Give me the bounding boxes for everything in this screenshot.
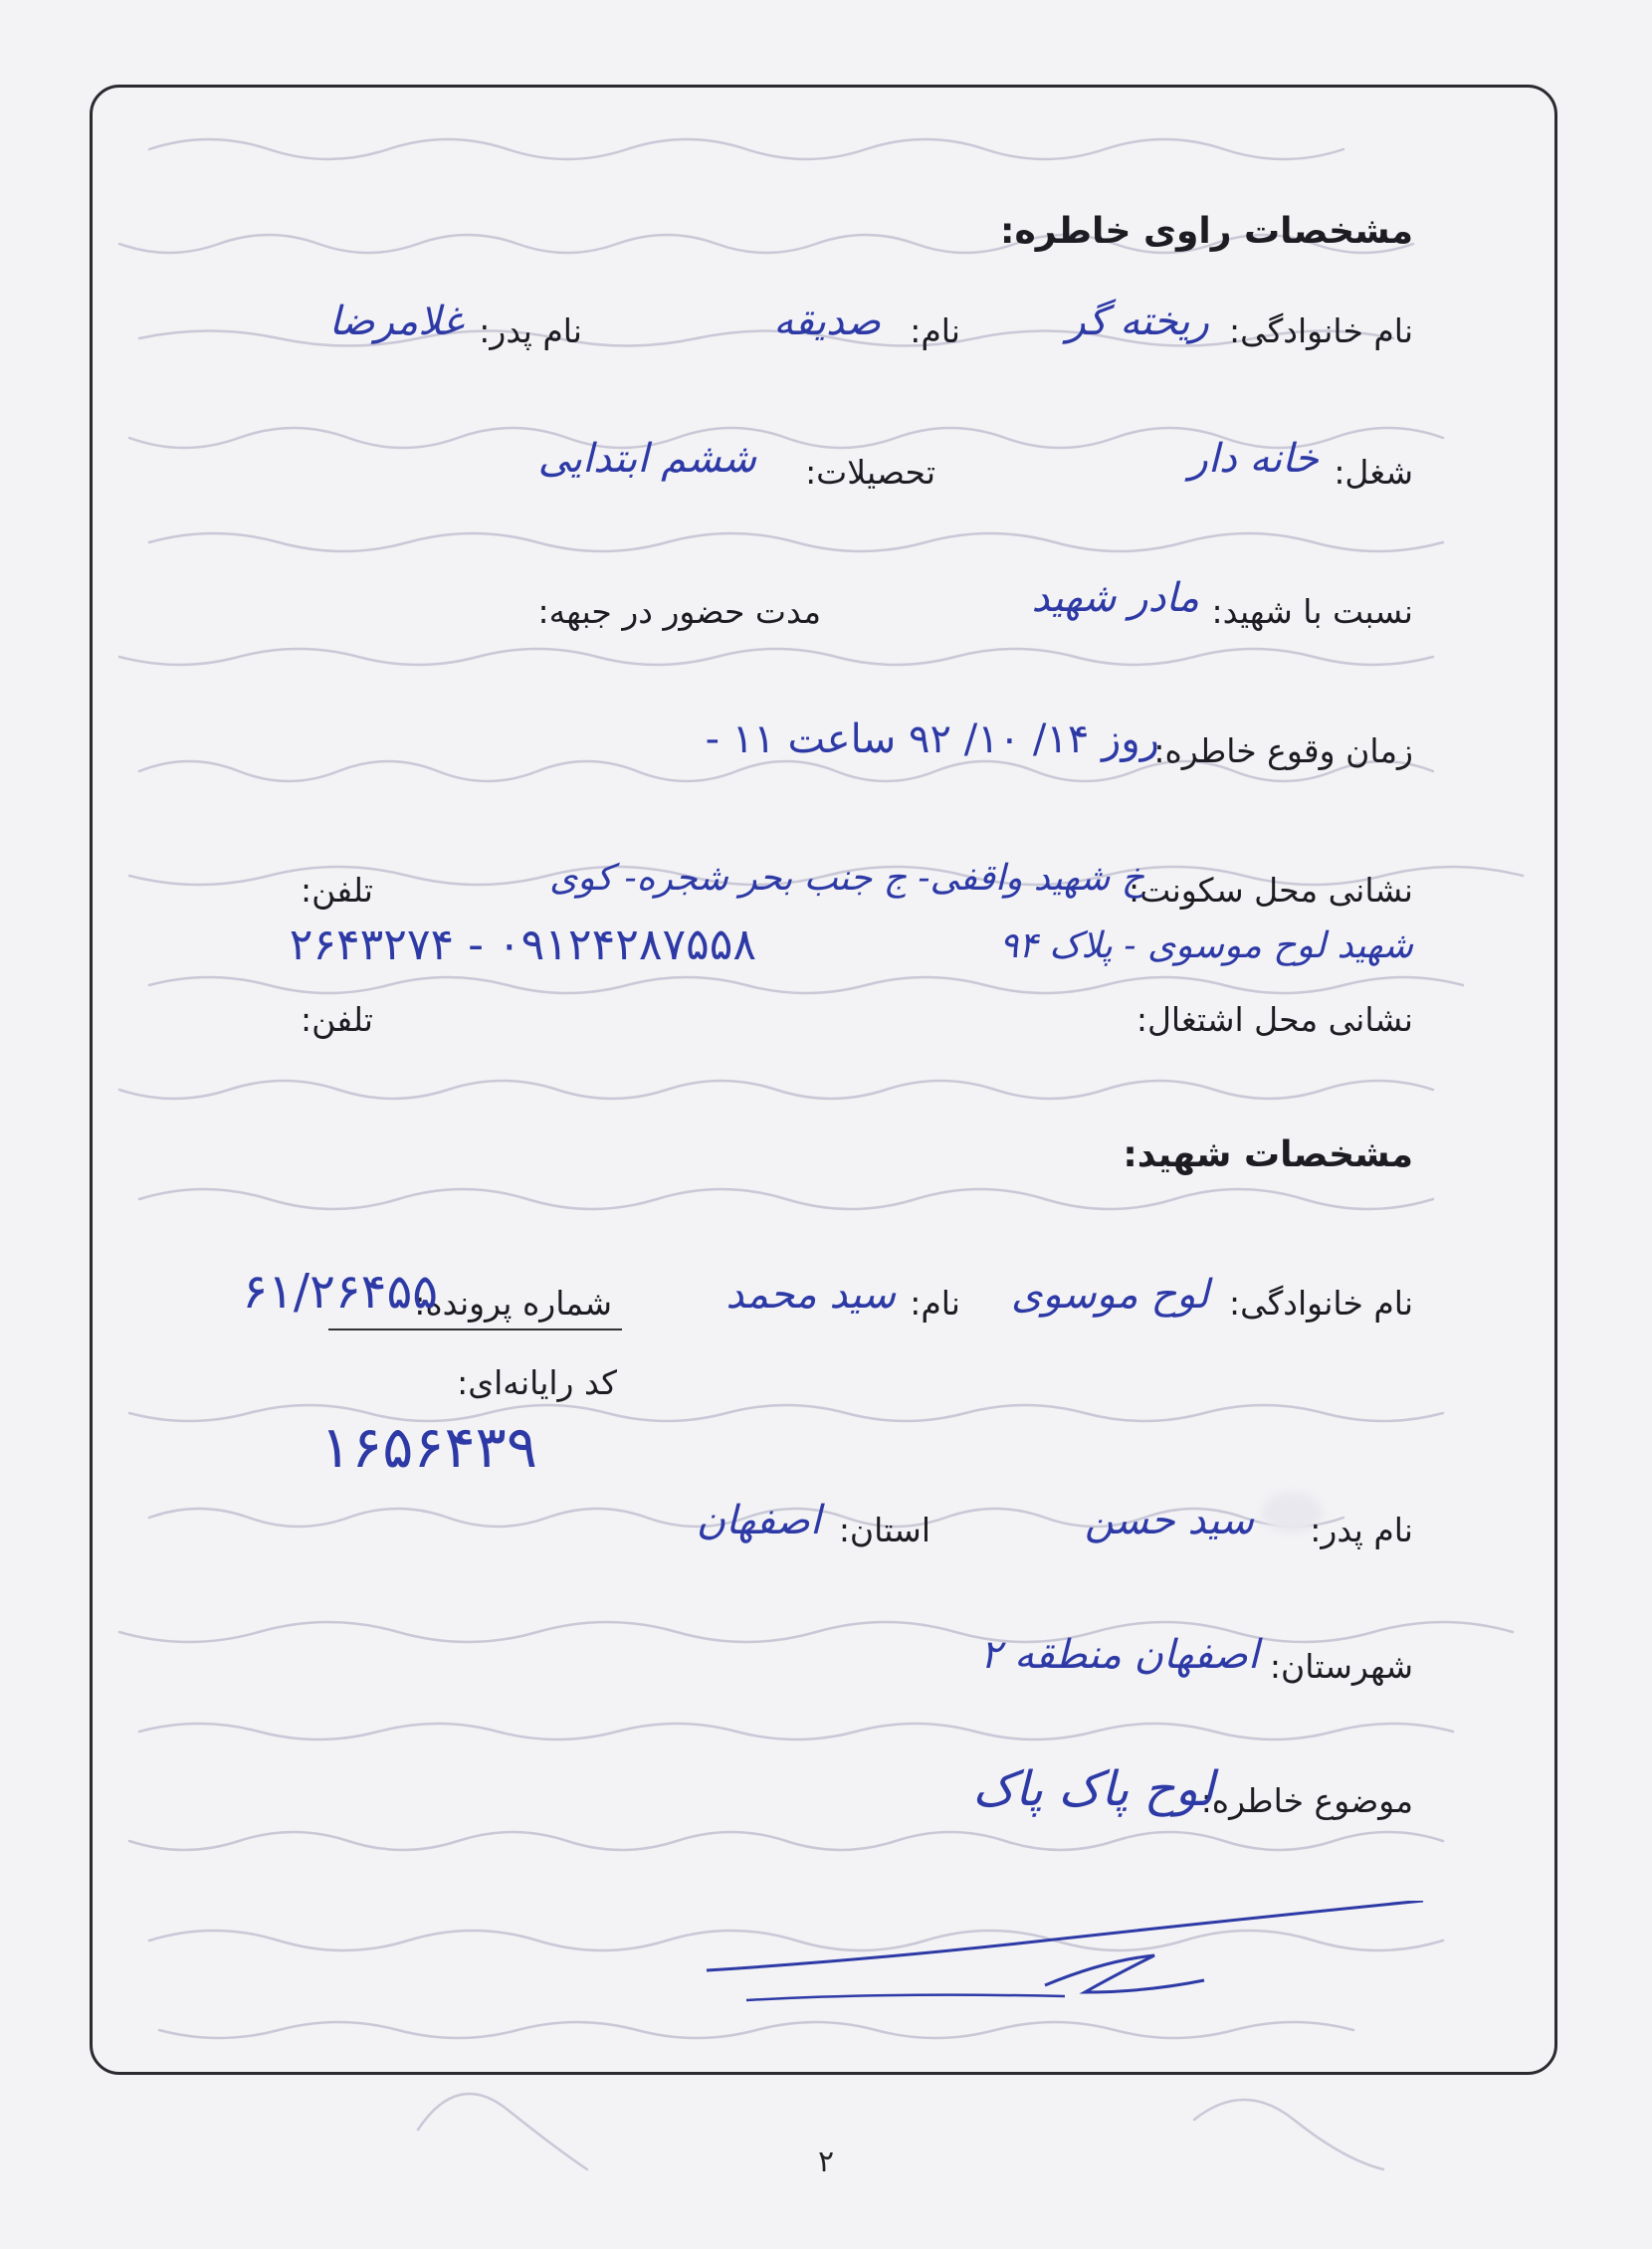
home-phone-value: ۰۹۱۲۴۲۸۷۵۵۸ - ۲۶۴۳۲۷۴ — [289, 920, 756, 970]
province-value: اصفهان — [696, 1498, 821, 1543]
form-border — [90, 85, 1557, 2075]
martyr-first-name-label: نام: — [910, 1284, 960, 1323]
narrator-family-name-label: نام خانوادگی: — [1228, 311, 1413, 350]
martyr-family-name-label: نام خانوادگی: — [1228, 1284, 1413, 1323]
martyr-first-name-value: سید محمد — [725, 1272, 896, 1318]
job-value: خانه دار — [1188, 436, 1319, 482]
file-number-underline — [328, 1329, 622, 1330]
martyr-heading: مشخصات شهید: — [1123, 1134, 1413, 1175]
relation-value: مادر شهید — [1031, 575, 1199, 621]
time-label: زمان وقوع خاطره: — [1153, 731, 1413, 770]
narrator-family-name-value: ریخته گر — [1066, 299, 1209, 344]
province-label: استان: — [838, 1511, 930, 1549]
job-label: شغل: — [1334, 453, 1413, 492]
education-label: تحصیلات: — [805, 453, 935, 492]
memory-subject-value: لوح پاک پاک — [972, 1761, 1214, 1817]
home-address-value-2: شهید لوح موسوی - پلاک ۹۴ — [999, 925, 1413, 966]
file-number-label: شماره پرونده: — [414, 1284, 612, 1323]
time-value: روز ۱۴/ ۱۰/ ۹۲ ساعت ۱۱ - — [705, 716, 1159, 762]
city-label: شهرستان: — [1269, 1647, 1413, 1686]
education-value: ششم ابتدایی — [537, 436, 756, 482]
narrator-first-name-value: صدیقه — [773, 299, 881, 344]
narrator-heading: مشخصات راوی خاطره: — [1000, 211, 1413, 252]
computer-code-value: ۱۶۵۶۴۳۹ — [319, 1413, 537, 1481]
file-number-value: ۶۱/۲۶۴۵۵ — [242, 1264, 438, 1320]
martyr-family-name-value: لوح موسوی — [1011, 1272, 1209, 1318]
front-duration-label: مدت حضور در جبهه: — [537, 592, 821, 631]
narrator-first-name-label: نام: — [910, 311, 960, 350]
martyr-father-name-value: سید حسن — [1084, 1498, 1254, 1543]
computer-code-label: کد رایانه‌ای: — [457, 1363, 617, 1402]
home-address-value: خ شهید واقفی- ج جنب بحر شجره- کوی — [549, 858, 1144, 899]
signature — [687, 1901, 1433, 2010]
martyr-father-name-label: نام پدر: — [1310, 1511, 1413, 1549]
home-phone-label: تلفن: — [300, 871, 373, 910]
work-address-label: نشانی محل اشتغال: — [1136, 1000, 1413, 1039]
narrator-father-name-label: نام پدر: — [479, 311, 582, 350]
relation-label: نسبت با شهید: — [1211, 592, 1413, 631]
memory-subject-label: موضوع خاطره: — [1200, 1781, 1413, 1820]
work-phone-label: تلفن: — [300, 1000, 373, 1039]
city-value: اصفهان منطقه ۲ — [979, 1632, 1259, 1678]
page-number: ۲ — [817, 2145, 835, 2179]
narrator-father-name-value: غلامرضا — [328, 299, 463, 344]
home-address-label: نشانی محل سکونت: — [1129, 871, 1413, 910]
